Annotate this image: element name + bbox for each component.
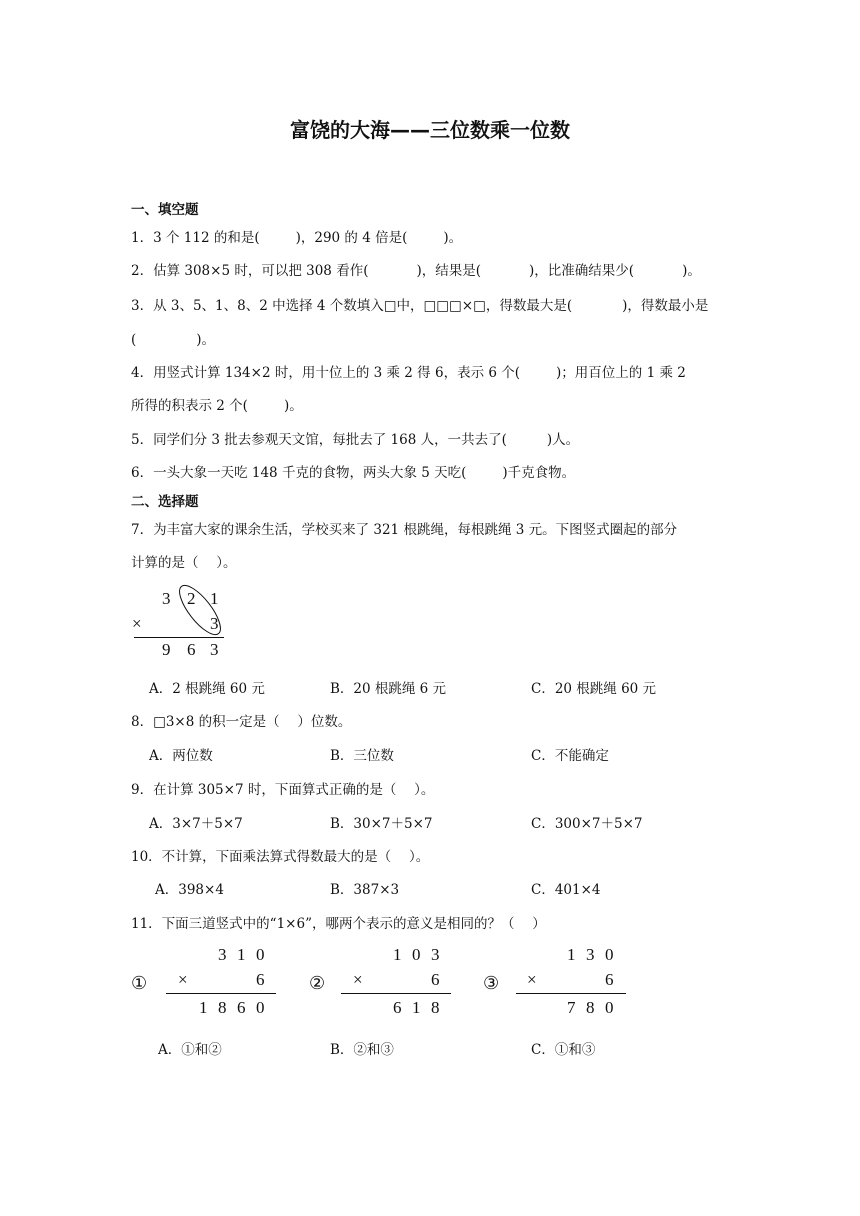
question-3-cont: ( )。	[131, 332, 216, 348]
q10-option-c[interactable]: C．401×4	[531, 882, 601, 898]
question-6: 6．一头大象一天吃 148 千克的食物，两头大象 5 天吃( )千克食物。	[131, 465, 576, 481]
question-5: 5．同学们分 3 批去参观天文馆，每批去了 168 人，一共去了( )人。	[131, 432, 580, 448]
question-8: 8．□3×8 的积一定是（ ）位数。	[131, 714, 352, 730]
calc-digit: 0	[605, 945, 614, 964]
q11-option-a[interactable]: A．①和②	[158, 1042, 222, 1058]
calc-digit: 0	[256, 945, 265, 964]
calc-rule	[166, 993, 276, 994]
calc-digit: 6	[187, 640, 196, 659]
q7-option-b[interactable]: B．20 根跳绳 6 元	[330, 681, 447, 697]
calc-digit: 1	[199, 998, 208, 1017]
calc-digit: 3	[218, 945, 227, 964]
calc-rule	[341, 993, 451, 994]
circled-number-3: ③	[483, 973, 500, 993]
q8-option-a[interactable]: A．两位数	[149, 748, 213, 764]
q8-option-c[interactable]: C．不能确定	[531, 748, 609, 764]
q10-option-b[interactable]: B．387×3	[330, 882, 400, 898]
calc-digit: 3	[162, 589, 171, 608]
q9-option-c[interactable]: C．300×7＋5×7	[531, 816, 643, 832]
q7-option-c[interactable]: C．20 根跳绳 60 元	[531, 681, 657, 697]
calc-digit: 2	[187, 589, 196, 608]
q8-option-b[interactable]: B．三位数	[330, 748, 394, 764]
question-1: 1．3 个 112 的和是( )，290 的 4 倍是( )。	[131, 230, 463, 246]
calc-digit: 7	[567, 998, 576, 1017]
times-sign: ×	[178, 970, 188, 989]
calc-digit: 8	[218, 998, 227, 1017]
calc-digit: 1	[393, 945, 402, 964]
calc-digit: 6	[431, 970, 440, 989]
section-choice-heading: 二、选择题	[131, 494, 199, 510]
question-3: 3．从 3、5、1、8、2 中选择 4 个数填入□中，□□□×□，得数最大是( )，得数最小是	[131, 298, 709, 314]
calc-rule	[516, 993, 626, 994]
calc-digit: 9	[162, 640, 171, 659]
question-7-cont: 计算的是（ ）。	[131, 555, 237, 571]
q9-option-b[interactable]: B．30×7＋5×7	[330, 816, 433, 832]
circled-number-2: ②	[309, 973, 326, 993]
calc-digit: 1	[237, 945, 246, 964]
q11-option-b[interactable]: B．②和③	[330, 1042, 394, 1058]
calc-digit: 3	[431, 945, 440, 964]
question-2: 2．估算 308×5 时，可以把 308 看作( )，结果是( )，比准确结果少( )。	[131, 263, 701, 279]
calc-digit: 8	[431, 998, 440, 1017]
calc-digit: 3	[210, 614, 219, 633]
q11-option-c[interactable]: C．①和③	[531, 1042, 596, 1058]
circled-number-1: ①	[131, 973, 148, 993]
times-sign: ×	[353, 970, 363, 989]
times-sign: ×	[527, 970, 537, 989]
calc-digit: 8	[586, 998, 595, 1017]
q7-option-a[interactable]: A．2 根跳绳 60 元	[149, 681, 265, 697]
calc-digit: 6	[237, 998, 246, 1017]
calc-digit: 3	[210, 640, 219, 659]
calc-digit: 6	[605, 970, 614, 989]
calc-digit: 0	[412, 945, 421, 964]
calc-digit: 6	[393, 998, 402, 1017]
calc-digit: 1	[412, 998, 421, 1017]
q9-option-a[interactable]: A．3×7＋5×7	[149, 816, 243, 832]
calc-digit: 3	[586, 945, 595, 964]
calc-digit: 0	[256, 998, 265, 1017]
calc-digit: 0	[605, 998, 614, 1017]
calc-digit: 6	[256, 970, 265, 989]
calc-digit: 1	[210, 589, 219, 608]
calc-digit: 1	[567, 945, 576, 964]
question-4-cont: 所得的积表示 2 个( )。	[131, 398, 303, 414]
times-sign: ×	[132, 614, 142, 633]
question-10: 10．不计算，下面乘法算式得数最大的是（ ）。	[131, 849, 430, 865]
q10-option-a[interactable]: A．398×4	[155, 882, 224, 898]
question-7: 7．为丰富大家的课余生活，学校买来了 321 根跳绳，每根跳绳 3 元。下图竖式圈起的部分	[131, 522, 678, 538]
question-4: 4．用竖式计算 134×2 时，用十位上的 3 乘 2 得 6，表示 6 个( )；用百位上的 1 乘 2	[131, 365, 686, 381]
circled-part-ellipse	[170, 580, 240, 644]
page-title: 富饶的大海——三位数乘一位数	[290, 118, 570, 142]
section-fill-heading: 一、填空题	[131, 202, 199, 218]
question-11: 11．下面三道竖式中的“1×6”，哪两个表示的意义是相同的？（ ）	[131, 916, 546, 932]
question-9: 9．在计算 305×7 时，下面算式正确的是（ ）。	[131, 782, 435, 798]
